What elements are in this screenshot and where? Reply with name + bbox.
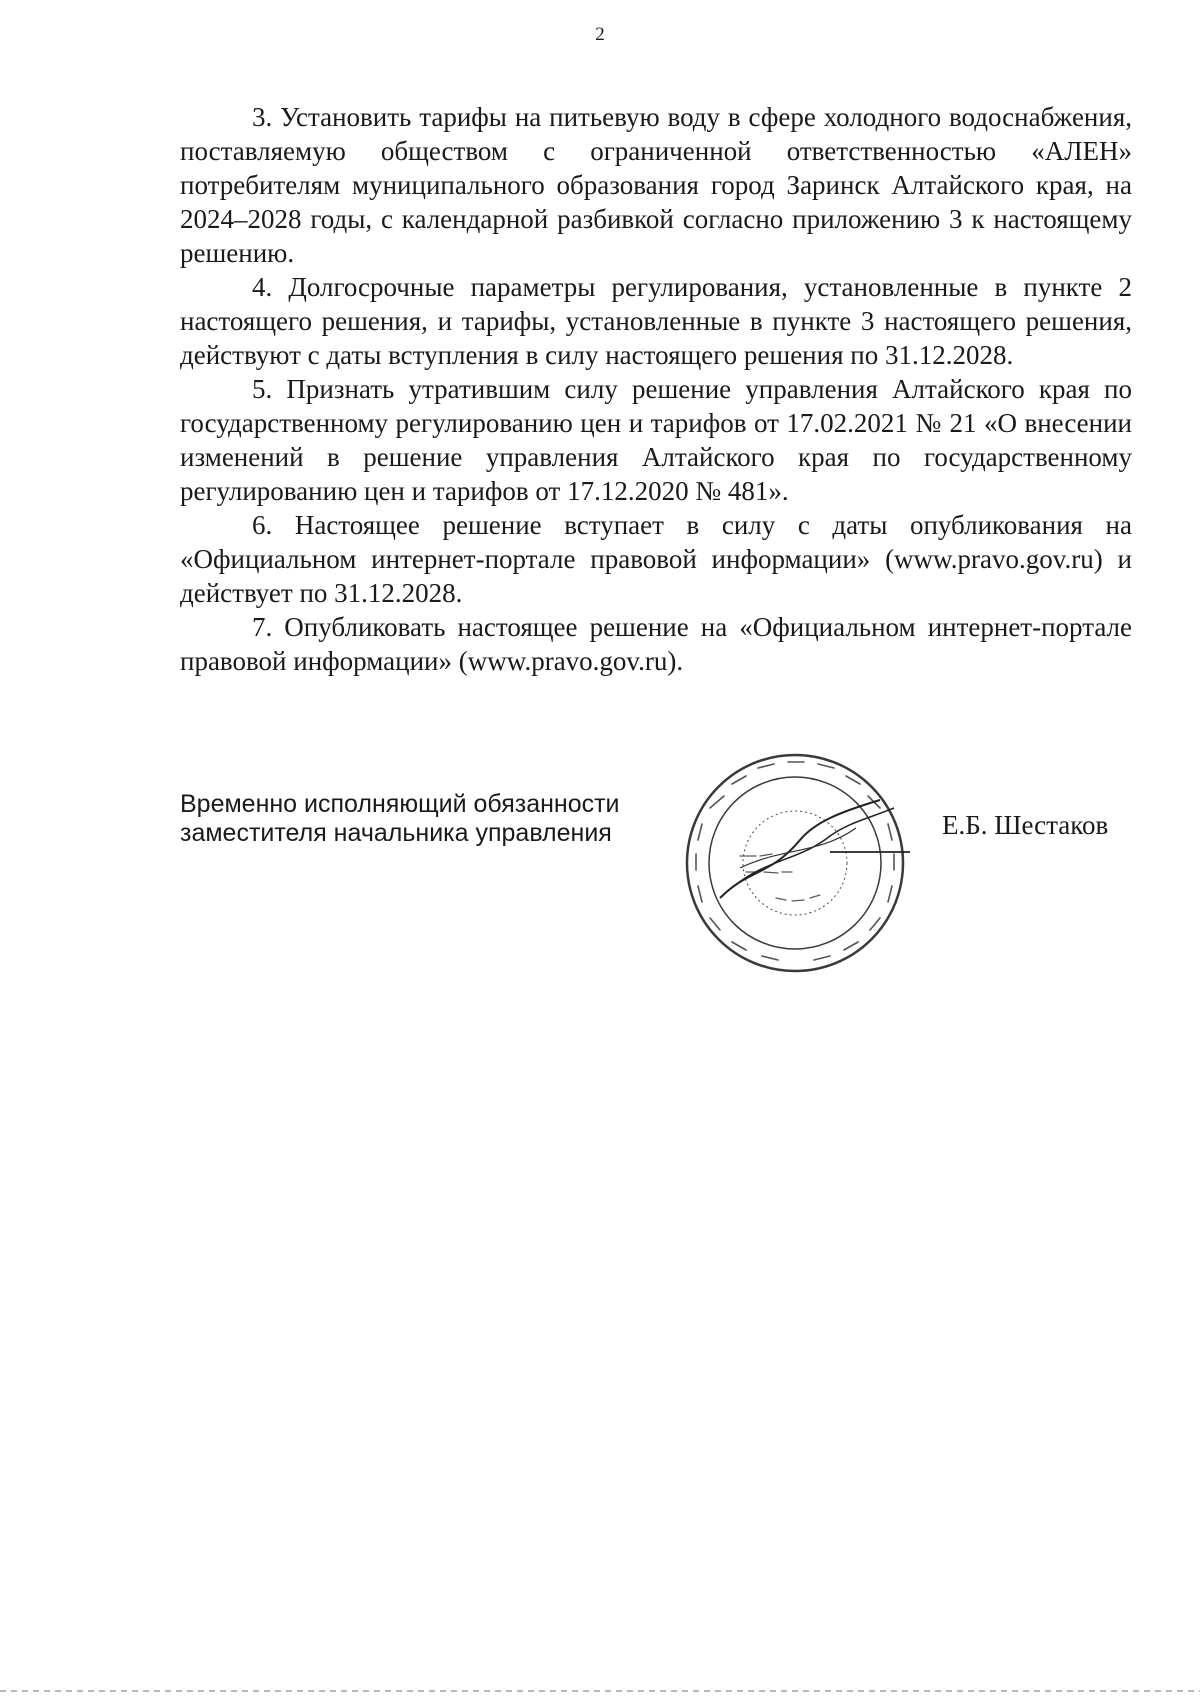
paragraph-3: 3. Установить тарифы на питьевую воду в сфере холодного водоснабжения, поставляемую обществом с ограниченной ответственностью «АЛЕН» потребителям муниципального образования город Заринск Алтайского края, на 2024–2028 годы, с календарной разбивкой согласно приложению 3 к настоящему решению. [180, 102, 1132, 268]
paragraph-4: 4. Долгосрочные параметры регулирования, установленные в пункте 2 настоящего решения, и тарифы, установленные в пункте 3 настоящего решения, действуют с даты вступления в силу настоящего решения по 31.12.2028. [180, 272, 1132, 370]
signature-block [180, 790, 1160, 960]
paragraph-5: 5. Признать утратившим силу решение управления Алтайского края по государственному регулированию цен и тарифов от 17.02.2021 № 21 «О внесении изменений в решение управления Алтайского края по государственному регулированию цен и тарифов от 17.12.2020 № 481». [180, 374, 1132, 506]
paragraph-7: 7. Опубликовать настоящее решение на «Официальном интернет-портале правовой информации» (www.pravo.gov.ru). [180, 612, 1132, 676]
signatory-position [180, 790, 620, 848]
official-seal-stamp [680, 748, 910, 978]
position-line-2: заместителя начальника управления [180, 819, 612, 847]
scan-edge-artifact [0, 1690, 1200, 1692]
page-number: 2 [595, 24, 605, 45]
signatory-name: Е.Б. Шестаков [942, 810, 1109, 840]
position-line-1: Временно исполняющий обязанности [180, 790, 620, 818]
paragraph-6: 6. Настоящее решение вступает в силу с даты опубликования на «Официальном интернет-портале правовой информации» (www.pravo.gov.ru) и действует по 31.12.2028. [180, 510, 1132, 608]
document-body [180, 100, 1132, 678]
